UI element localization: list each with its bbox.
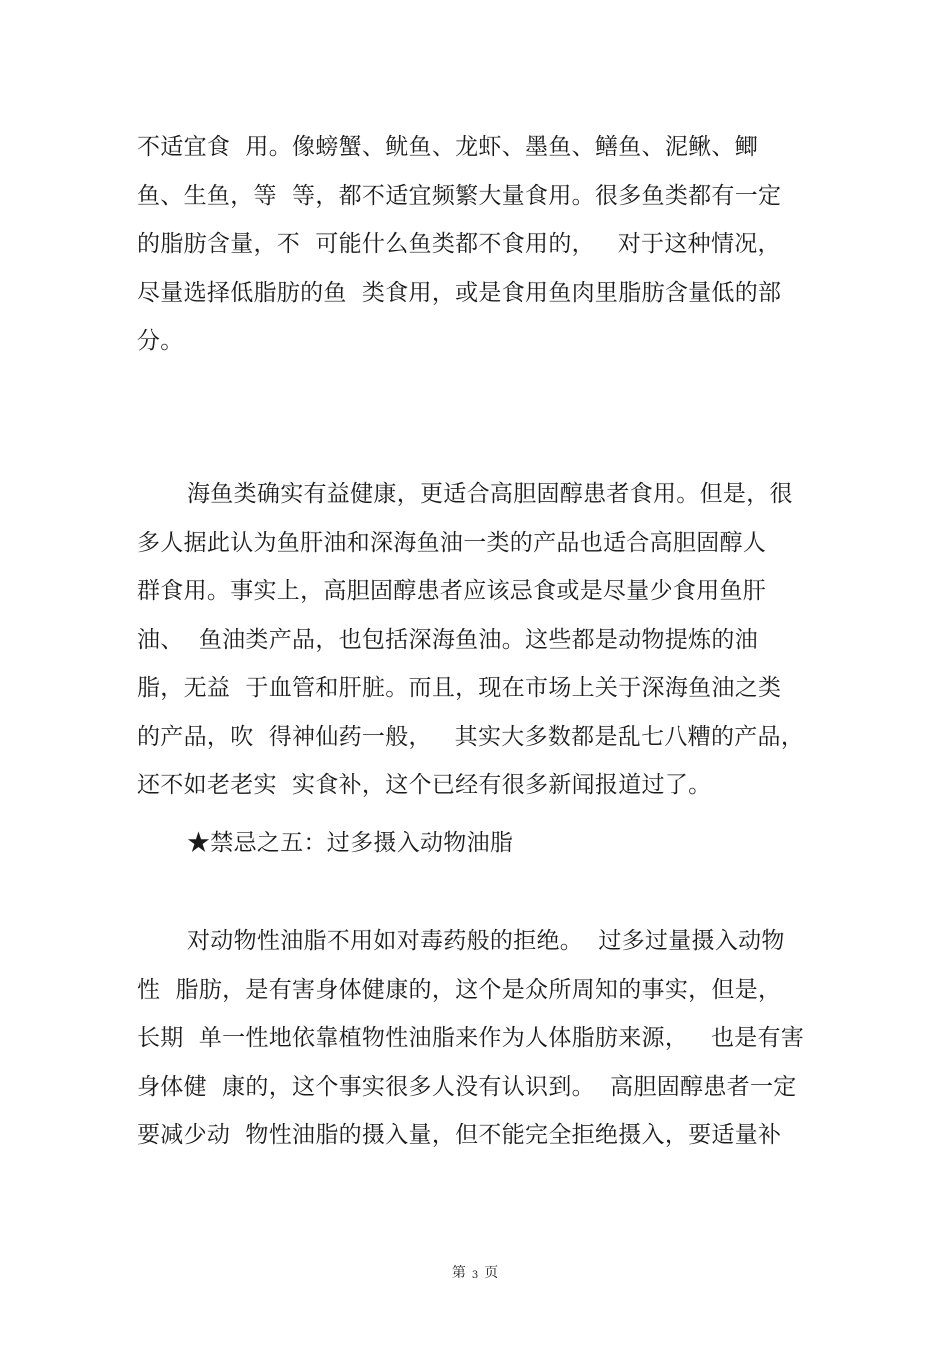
- text-line: 油、 鱼油类产品，也包括深海鱼油。这些都是动物提炼的油: [137, 626, 759, 653]
- paragraph-3: [137, 917, 817, 1160]
- text-line: 长期 单一性地依靠植物性油脂来作为人体脂肪来源， 也是有害: [137, 1025, 805, 1051]
- footer-prefix: 第: [451, 1265, 466, 1281]
- text-line: 脂，无益 于血管和肝脏。而且，现在市场上关于深海鱼油之类: [137, 675, 782, 701]
- paragraph-1: [137, 123, 817, 366]
- section-heading: [137, 819, 817, 868]
- text-line: 多人据此认为鱼肝油和深海鱼油一类的产品也适合高胆固醇人: [137, 529, 767, 556]
- text-line: 尽量选择低脂肪的鱼 类食用，或是食用鱼肉里脂肪含量低的部: [137, 279, 782, 306]
- text-line: 要减少动 物性油脂的摄入量，但不能完全拒绝摄入，要适量补: [137, 1122, 782, 1148]
- text-line: 海鱼类确实有益健康，更适合高胆固醇患者食用。但是，很: [187, 481, 793, 507]
- text-line: 对动物性油脂不用如对毒药般的拒绝。 过多过量摄入动物: [187, 928, 785, 954]
- heading-text: ★禁忌之五：过多摄入动物油脂: [187, 830, 514, 856]
- text-line: 群食用。事实上，高胆固醇患者应该忌食或是尽量少食用鱼肝: [137, 578, 767, 604]
- text-line: 不适宜食 用。像螃蟹、鱿鱼、龙虾、墨鱼、鳝鱼、泥鳅、鲫: [137, 134, 759, 160]
- page-footer: [0, 1262, 950, 1282]
- text-line: 还不如老老实 实食补，这个已经有很多新闻报道过了。: [137, 772, 712, 798]
- text-line: 的脂肪含量，不 可能什么鱼类都不食用的， 对于这种情况，: [137, 231, 781, 257]
- footer-suffix: 页: [484, 1265, 499, 1281]
- page-number: 3: [471, 1270, 479, 1281]
- paragraph-2: [137, 470, 817, 810]
- text-line: 身体健 康的，这个事实很多人没有认识到。 高胆固醇患者一定: [137, 1073, 797, 1100]
- text-line: 分。: [137, 328, 184, 354]
- text-line: 的产品，吹 得神仙药一般， 其实大多数都是乱七八糟的产品，: [137, 723, 805, 750]
- text-line: 性 脂肪，是有害身体健康的，这个是众所周知的事实，但是，: [137, 976, 782, 1003]
- text-line: 鱼、生鱼，等 等，都不适宜频繁大量食用。很多鱼类都有一定: [137, 182, 782, 209]
